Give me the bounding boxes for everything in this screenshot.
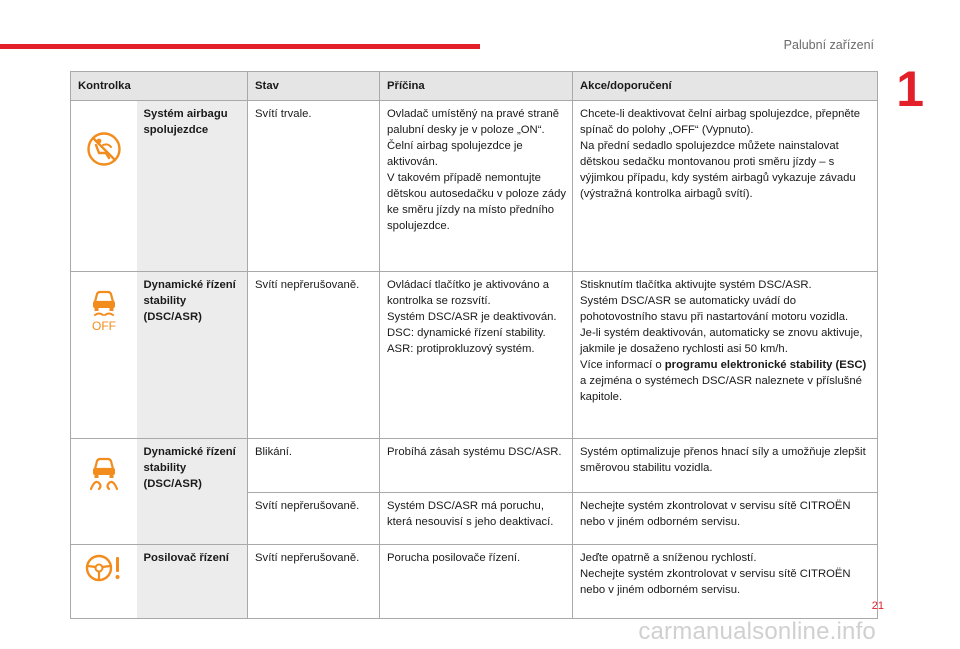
- icon-cell: [71, 101, 137, 272]
- row-name: Dynamické řízení stability (DSC/ASR): [137, 272, 248, 439]
- row-stav: Svítí nepřerušovaně.: [248, 272, 380, 439]
- header-akce: Akce/doporučení: [573, 72, 878, 101]
- power-steering-icon: [84, 553, 124, 583]
- row-pricina: Probíhá zásah systému DSC/ASR.: [380, 439, 573, 493]
- table-row: [71, 272, 878, 439]
- row-akce: Jeďte opatrně a sníženou rychlostí. Nechejte systém zkontrolovat v servisu sítě CITROËN nebo v jiném odborném servisu.: [573, 545, 878, 619]
- akce-text-tail: a zejména o systémech DSC/ASR naleznete v příslušné kapitole.: [580, 375, 862, 403]
- row-stav: Svítí nepřerušovaně.: [248, 545, 380, 619]
- row-pricina: Ovládací tlačítko je aktivováno a kontrolka se rozsvítí. Systém DSC/ASR je deaktivován. DSC: dynamické řízení stability. ASR: protiprokluzový systém.: [380, 272, 573, 439]
- row-pricina: Porucha posilovače řízení.: [380, 545, 573, 619]
- row-pricina: Systém DSC/ASR má poruchu, která nesouvisí s jeho deaktivací.: [380, 493, 573, 545]
- section-title: Palubní zařízení: [783, 38, 874, 52]
- row-pricina: Ovladač umístěný na pravé straně palubní desky je v poloze „ON“. Čelní airbag spolujezdce je aktivován. V takovém případě nemontujte dětskou autosedačku v poloze zády ke směru jízdy na místo předního spolujezdce.: [380, 101, 573, 272]
- row-akce: [573, 272, 878, 439]
- header-accent-bar: [0, 44, 480, 49]
- icon-cell: [71, 272, 137, 439]
- icon-cell: [71, 545, 137, 619]
- header-stav: Stav: [248, 72, 380, 101]
- table-row: [71, 439, 878, 493]
- row-name: Posilovač řízení: [137, 545, 248, 619]
- table-row: [71, 101, 878, 272]
- row-stav: Blikání.: [248, 439, 380, 493]
- warning-lights-table: [70, 71, 878, 619]
- row-akce: Systém optimalizuje přenos hnací síly a umožňuje zlepšit směrovou stabilitu vozidla.: [573, 439, 878, 493]
- off-label: OFF: [92, 319, 117, 332]
- page-number: 21: [871, 600, 884, 612]
- table-row: [71, 545, 878, 619]
- akce-bold-text: programu elektronické stability (ESC): [664, 359, 867, 371]
- chapter-number: 1: [896, 61, 924, 117]
- table-header-row: [71, 72, 878, 101]
- watermark: carmanualsonline.info: [638, 618, 876, 645]
- header-kontrolka: Kontrolka: [71, 72, 248, 101]
- row-stav: Svítí nepřerušovaně.: [248, 493, 380, 545]
- row-akce: Nechejte systém zkontrolovat v servisu sítě CITROËN nebo v jiném odborném servisu.: [573, 493, 878, 545]
- row-stav: Svítí trvale.: [248, 101, 380, 272]
- dsc-off-icon: [87, 286, 121, 332]
- row-name: Dynamické řízení stability (DSC/ASR): [137, 439, 248, 545]
- row-name: Systém airbagu spolujezdce: [137, 101, 248, 272]
- row-akce: Chcete-li deaktivovat čelní airbag spolujezdce, přepněte spínač do polohy „OFF“ (Vypnuto). Na přední sedadlo spolujezdce můžete nainstalovat dětskou sedačku montovanou proti směru jízdy – s výjimkou případu, kdy systém airbagů vykazuje závadu (výstražná kontrolka airbagů svítí).: [573, 101, 878, 272]
- airbag-passenger-off-icon: [86, 131, 122, 167]
- header-pricina: Příčina: [380, 72, 573, 101]
- dsc-skid-icon: [87, 453, 121, 493]
- akce-text: Stisknutím tlačítka aktivujte systém DSC/ASR. Systém DSC/ASR se automaticky uvádí do pohotovostního stavu při nastartování motoru vozidla. Je-li systém deaktivován, automaticky se znovu aktivuje, jakmile je dosaženo rychlosti asi 50 km/h. Více informací o: [580, 279, 863, 371]
- icon-cell: [71, 439, 137, 545]
